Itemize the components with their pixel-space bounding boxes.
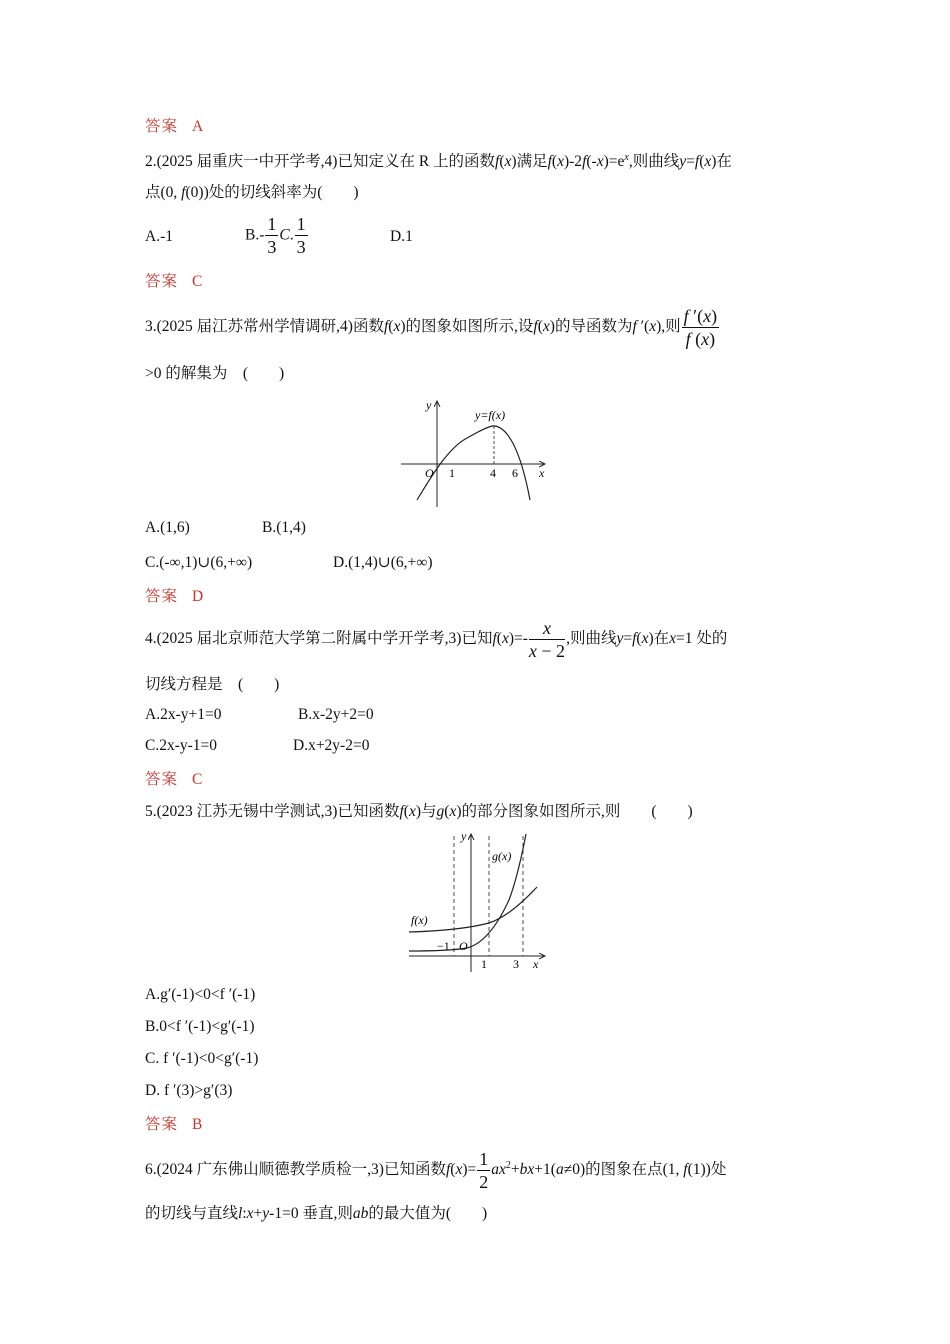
q3-option-d: D.(1,4)∪(6,+∞)	[333, 554, 433, 571]
q4-stem-line2: 切线方程是 ( )	[145, 676, 280, 693]
q5-graph	[405, 830, 550, 975]
q6-stem-line2: 的切线与直线l:x+y-1=0 垂直,则ab的最大值为( )	[145, 1205, 488, 1222]
answer-value: D	[192, 588, 205, 605]
label-origin: O	[425, 466, 434, 480]
answer-value: C	[192, 273, 204, 290]
answer-q3	[145, 586, 204, 608]
q2-source: 2.(2025 届重庆一中开学考,4)已知定义在 R 上的函数	[145, 153, 496, 170]
q2-option-a: A.-1	[145, 228, 173, 245]
tick-6: 6	[512, 466, 518, 480]
q4-source: 4.(2025 届北京师范大学第二附属中学开学考,3)已知	[145, 630, 493, 647]
q6-stem-line1: 6.(2024 广东佛山顺德教学质检一,3)已知函数f(x)= $\frac{1}{2}$ $ax^2+bx+1(a\ne 0)$的图象在点(1, f(1))处	[145, 1148, 727, 1192]
tick-3: 3	[513, 957, 519, 971]
tick-4: 4	[490, 466, 496, 480]
q3-stem-line2: >0 的解集为 ( )	[145, 365, 285, 382]
answer-label: 答案	[145, 771, 179, 788]
fraction-one-third: $\frac{1}{3}$	[267, 214, 277, 257]
q4-option-c: C.2x-y-1=0	[145, 737, 218, 754]
q3-option-c: C.(-∞,1)∪(6,+∞)	[145, 554, 253, 571]
q2-option-b: B.- $\frac{1}{3}$ C. $\frac{1}{3}$	[245, 214, 306, 257]
fraction-one-third: $\frac{1}{3}$	[296, 214, 306, 257]
tick-minus-1: −1	[437, 939, 450, 953]
label-origin: O	[459, 939, 468, 953]
label-y: y	[426, 398, 432, 412]
q4-option-d: D.x+2y-2=0	[293, 737, 370, 754]
curve-label: y=f(x)	[475, 408, 506, 422]
q2-stem-line1: 2.(2025 届重庆一中开学考,4)已知定义在 R 上的函数f(x)满足$f(x)-2f(-x)=e^x$,则曲线y=f(x)在	[145, 152, 732, 170]
answer-q5	[145, 1114, 203, 1136]
q5-option-a: A.g′(-1)<0<f ′(-1)	[145, 986, 256, 1003]
fraction-one-half: $\frac{1}{2}$	[479, 1148, 489, 1192]
q5-option-c: C. f ′(-1)<0<g′(-1)	[145, 1050, 259, 1067]
label-f: f(x)	[411, 913, 428, 927]
answer-label: 答案	[145, 273, 179, 290]
q2-option-d: D.1	[390, 228, 413, 245]
q3-stem-line1: 3.(2025 届江苏常州学情调研,4)函数f(x)的图象如图所示,设f(x)的导函数为f ′(x),则 $\frac{f '(x)}{f (x)}$	[145, 305, 718, 349]
answer-value: C	[192, 771, 204, 788]
q4-option-a: A.2x-y+1=0	[145, 706, 222, 723]
tick-1: 1	[481, 957, 487, 971]
f-curve	[409, 887, 537, 932]
q4-option-b: B.x-2y+2=0	[298, 706, 374, 723]
answer-value: A	[192, 118, 205, 135]
q4-stem-line1: 4.(2025 届北京师范大学第二附属中学开学考,3)已知f(x)=- $\frac{x}{x - 2}$ ,则曲线y=f(x)在x=1 处的	[145, 617, 728, 661]
q2-stem-line2: 点(0, f(0))处的切线斜率为( )	[145, 184, 359, 201]
answer-q2	[145, 271, 203, 293]
f-curve	[417, 426, 530, 500]
answer-label: 答案	[145, 118, 179, 135]
q5-option-b: B.0<f ′(-1)<g′(-1)	[145, 1018, 255, 1035]
label-x: x	[539, 466, 545, 480]
answer-q1	[145, 116, 204, 138]
q5-option-d: D. f ′(3)>g′(3)	[145, 1082, 233, 1099]
fraction-x-over-x-minus-2: $\frac{x}{x - 2}$	[528, 617, 566, 661]
q5-stem: 5.(2023 江苏无锡中学测试,3)已知函数f(x)与g(x)的部分图象如图所示,则 ( )	[145, 803, 693, 820]
answer-label: 答案	[145, 588, 179, 605]
label-y: y	[461, 830, 467, 843]
q3-graph	[395, 395, 555, 510]
answer-value: B	[192, 1116, 204, 1133]
fraction-fprime-over-f: $\frac{f '(x)}{f (x)}$	[683, 305, 718, 349]
q6-source: 6.(2024 广东佛山顺德教学质检一,3)已知函数	[145, 1161, 446, 1178]
q5-source: 5.(2023 江苏无锡中学测试,3)已知函数	[145, 803, 400, 820]
answer-q4	[145, 769, 203, 791]
label-x: x	[533, 957, 539, 971]
label-g: g(x)	[492, 849, 512, 863]
q3-option-a: A.(1,6)	[145, 519, 190, 536]
answer-label: 答案	[145, 1116, 179, 1133]
q3-option-b: B.(1,4)	[262, 519, 306, 536]
tick-1: 1	[449, 466, 455, 480]
q3-source: 3.(2025 届江苏常州学情调研,4)函数	[145, 318, 384, 335]
